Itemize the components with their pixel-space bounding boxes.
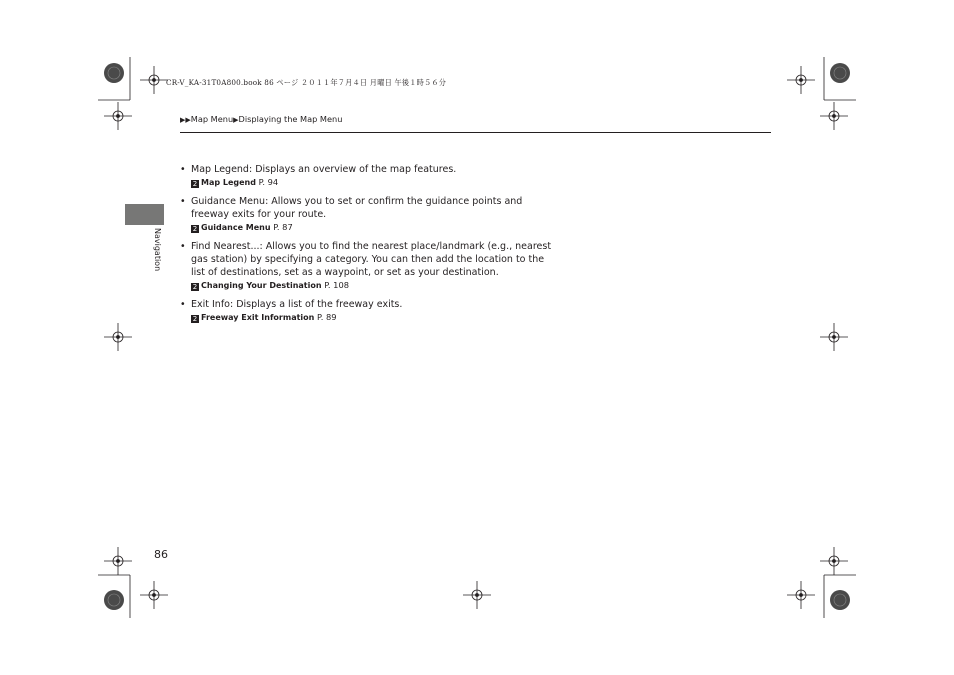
page-number: 86 <box>154 548 168 561</box>
reference-title: Freeway Exit Information <box>201 313 315 322</box>
registration-mark-icon <box>140 66 168 94</box>
registration-mark-icon <box>463 581 491 609</box>
bullet-icon: • <box>180 196 186 207</box>
registration-mark-icon <box>104 102 132 130</box>
target-dark-tr-icon <box>830 63 850 83</box>
registration-mark-icon <box>140 581 168 609</box>
item-description: Displays an overview of the map features. <box>252 164 457 175</box>
list-item <box>180 298 560 324</box>
reference-arrow-icon: 2 <box>192 315 198 323</box>
registration-mark-icon <box>104 547 132 575</box>
section-label: Navigation <box>153 228 162 272</box>
reference-arrow-icon: 2 <box>192 180 198 188</box>
reference-arrow-icon: 2 <box>192 225 198 233</box>
item-description: : Displays a list of the freeway exits. <box>230 299 403 310</box>
section-tab <box>125 204 164 225</box>
item-description: Allows you to find the nearest place/landmark (e.g., nearest gas station) by specifying a category. You can then add the location to the list of destinations, set as a waypoint, or set as your destination. <box>191 241 552 278</box>
breadcrumb-section: Map Menu <box>190 114 234 124</box>
reference-page: P. 89 <box>314 312 337 322</box>
item-term: Exit Info <box>191 299 230 310</box>
registration-mark-icon <box>104 323 132 351</box>
reference-page: P. 87 <box>270 222 293 232</box>
menu-description-list <box>180 163 560 330</box>
registration-mark-icon <box>787 581 815 609</box>
reference-title: Changing Your Destination <box>201 281 322 290</box>
cross-reference[interactable] <box>191 176 560 189</box>
bullet-icon: • <box>180 164 186 175</box>
list-item <box>180 195 560 234</box>
cross-reference[interactable] <box>191 221 560 234</box>
header-rule <box>180 132 771 133</box>
registration-mark-icon <box>820 323 848 351</box>
breadcrumb <box>180 114 342 124</box>
reference-title: Guidance Menu <box>201 223 271 232</box>
bullet-icon: • <box>180 299 186 310</box>
breadcrumb-page: Displaying the Map Menu <box>238 114 343 124</box>
reference-title: Map Legend <box>201 178 256 187</box>
cross-reference[interactable] <box>191 311 560 324</box>
cross-reference[interactable] <box>191 279 560 292</box>
reference-page: P. 108 <box>321 280 350 290</box>
breadcrumb-separator-icon: ▶ <box>233 116 239 124</box>
target-dark-br-icon <box>830 590 850 610</box>
item-term: Find Nearest...: <box>191 241 263 252</box>
item-term: Map Legend: <box>191 164 253 175</box>
print-header: CR-V_KA-31T0A800.book 86 ページ ２０１１年７月４日 月曜日 午後１時５６分 <box>166 78 447 87</box>
reference-arrow-icon: 2 <box>192 283 198 291</box>
item-term: Guidance Menu: <box>191 196 269 207</box>
list-item <box>180 163 560 189</box>
registration-mark-icon <box>820 102 848 130</box>
reference-page: P. 94 <box>255 177 279 187</box>
item-description: Allows you to set or confirm the guidance points and freeway exits for your route. <box>191 196 523 220</box>
list-item <box>180 240 560 292</box>
registration-mark-icon <box>820 547 848 575</box>
target-dark-tl-icon <box>104 63 124 83</box>
bullet-icon: • <box>180 241 186 252</box>
registration-mark-icon <box>787 66 815 94</box>
breadcrumb-arrow-icon: ▶▶ <box>180 116 191 124</box>
target-dark-bl-icon <box>104 590 124 610</box>
